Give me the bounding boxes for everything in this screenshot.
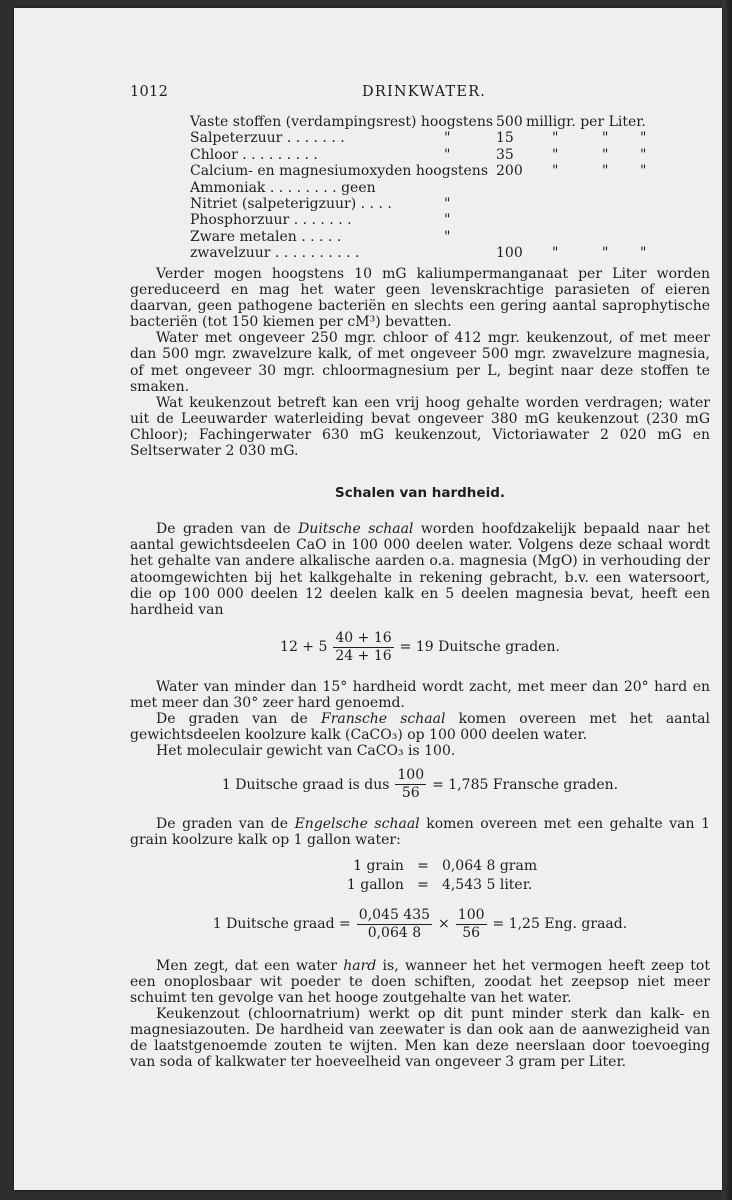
spec-row <box>190 212 680 228</box>
fraction <box>395 767 426 802</box>
spec-value: 100 <box>496 245 523 262</box>
paragraph-text: De graden van de <box>156 710 321 727</box>
paragraph: Het moleculair gewicht van CaCO₃ is 100. <box>156 743 456 760</box>
spec-ditto: " <box>444 130 451 147</box>
spec-ditto: " <box>444 212 451 229</box>
spec-row <box>190 180 680 196</box>
fraction <box>357 907 432 942</box>
paragraph-text: Men zegt, dat een water <box>156 957 344 974</box>
conversion-left: 1 grain <box>353 858 404 875</box>
paragraph-text: komen overeen met het aantal gewichtsdeelen koolzure kalk (CaCO₃) op 100 000 deelen water. <box>130 710 710 744</box>
spec-row <box>190 163 680 179</box>
paragraph: Water van minder dan 15° hardheid wordt zacht, met meer dan 20° hard en met meer dan 30° zeer hard genoemd. <box>130 678 710 711</box>
ditto-mark: " <box>552 146 559 163</box>
spec-value: 200 <box>496 163 523 180</box>
paragraph <box>130 958 710 1006</box>
equation-right: = 1,25 Eng. graad. <box>492 916 628 933</box>
spec-ditto: " <box>444 146 451 163</box>
equation-right: = 1,785 Fransche graden. <box>432 776 619 793</box>
paragraph-text: De graden van de <box>156 816 295 833</box>
ditto-mark: " <box>640 245 647 262</box>
emphasis-text: Duitsche schaal <box>298 521 414 538</box>
fraction-denominator: 0,064 8 <box>367 924 422 941</box>
spec-label: Phosphorzuur . . . . . . . <box>190 212 352 229</box>
fraction-denominator: 56 <box>401 785 420 802</box>
fraction-denominator: 24 + 16 <box>335 647 392 664</box>
fraction-numerator: 0,045 435 <box>358 906 431 923</box>
paragraph <box>130 521 710 618</box>
spec-value: 500 <box>496 114 523 130</box>
spec-row <box>190 147 680 163</box>
body-text <box>130 266 710 1070</box>
spec-label: Calcium- en magnesiumoxyden hoogstens <box>190 163 488 180</box>
conversion-equals: = <box>417 858 429 875</box>
paragraph-text: worden hoofdzakelijk bepaald naar het aantal gewichtsdeelen CaO in 100 000 deelen water. Volgens deze schaal wordt het gehalte van andere alkalische aarden o.a. magnesia (MgO) in verhouding der atoomgewichten bij het kalkgehalte in rekening gebracht, b.v. een watersoort, die op 100 000 deelen 12 deelen kalk en 5 deelen magnesia bevat, heeft een hardheid van <box>130 521 710 618</box>
spec-ditto: " <box>444 228 451 245</box>
spec-row <box>190 130 680 146</box>
ditto-mark: " <box>640 163 647 180</box>
water-spec-list <box>190 114 680 262</box>
ditto-mark: " <box>552 130 559 147</box>
spec-label: Zware metalen . . . . . <box>190 228 342 245</box>
paragraph-text: komen overeen met een gehalte van 1 grain koolzure kalk op 1 gallon water: <box>130 816 710 849</box>
fraction-numerator: 100 <box>397 767 425 784</box>
spec-value: 15 <box>496 130 514 147</box>
spec-label: Nitriet (salpeterigzuur) . . . . <box>190 195 392 212</box>
conversion-right: 4,543 5 liter. <box>441 876 533 893</box>
spec-label: Vaste stoffen (verdampingsrest) hoogstens <box>190 114 494 130</box>
paragraph: Water met ongeveer 250 mgr. chloor of 412 mgr. keukenzout, of met meer dan 500 mgr. zwavelzure kalk, of met ongeveer 500 mgr. zwavelzure magnesia, of met ongeveer 30 mgr. chloormagnesium per L, begint naar deze stoffen te smaken. <box>130 330 710 395</box>
spec-ditto: " <box>444 195 451 212</box>
fraction-numerator: 100 <box>457 906 485 923</box>
conversion-equals: = <box>417 876 429 893</box>
spec-row <box>190 196 680 212</box>
spec-label: zwavelzuur . . . . . . . . . . <box>190 245 360 262</box>
ditto-mark: " <box>602 163 609 180</box>
unit-conversions <box>174 858 710 892</box>
equation-right: = 19 Duitsche graden. <box>399 639 560 656</box>
fraction <box>333 630 393 665</box>
emphasis-text: hard <box>343 957 377 974</box>
fraction-denominator: 56 <box>462 924 481 941</box>
equation-left: 1 Duitsche graad = <box>212 916 351 933</box>
spec-unit: milligr. per Liter. <box>526 114 646 130</box>
paragraph: Keukenzout (chloornatrium) werkt op dit punt minder sterk dan kalk- en magnesiazouten. De hardheid van zeewater is dan ook aan de aanwezigheid van de laatstgenoemde zouten te wijten. Men kan deze neerslaan door toevoeging van soda of kalkwater ter hoeveelheid van ongeveer 3 gram per Liter. <box>130 1005 710 1071</box>
emphasis-text: Fransche schaal <box>320 710 446 727</box>
conversion-right: 0,064 8 gram <box>441 858 538 875</box>
equation-left: 1 Duitsche graad is dus <box>221 776 390 793</box>
paragraph: Verder mogen hoogstens 10 mG kaliumpermanganaat per Liter worden gereduceerd en mag het water geen levenskrachtige parasieten of eieren daarvan, geen pathogene bacteriën en slechts een gering aantal saprophytische bacteriën (tot 150 kiemen per cM³) bevatten. <box>130 266 710 331</box>
spec-label: Salpeterzuur . . . . . . . <box>190 130 345 147</box>
paragraph-text: De graden van de <box>156 521 299 538</box>
ditto-mark: " <box>640 146 647 163</box>
spec-row <box>190 114 680 130</box>
ditto-mark: " <box>552 245 559 262</box>
emphasis-text: Engelsche schaal <box>294 816 420 833</box>
times-sign: × <box>438 916 450 933</box>
spec-label: Chloor . . . . . . . . . <box>190 146 318 163</box>
equation <box>130 767 710 802</box>
page-number: 1012 <box>130 84 169 100</box>
fraction <box>456 907 487 942</box>
spec-value: 35 <box>496 146 514 163</box>
equation-left: 12 + 5 <box>280 639 328 656</box>
spec-row <box>190 229 680 245</box>
equation <box>130 907 710 942</box>
ditto-mark: " <box>602 245 609 262</box>
conversion-left: 1 gallon <box>346 876 404 893</box>
ditto-mark: " <box>602 146 609 163</box>
running-title: DRINKWATER. <box>362 84 487 100</box>
section-heading: Schalen van hardheid. <box>335 485 505 502</box>
paragraph-text: is, wanneer het het vermogen heeft zeep tot een onoplosbaar wit poeder te doen schiften, zoodat het zeepsop niet meer schuimt ten gevolge van het hooge zoutgehalte van het water. <box>130 957 710 1006</box>
book-edge <box>722 0 732 1200</box>
book-page <box>14 8 722 1190</box>
paragraph <box>130 816 710 848</box>
ditto-mark: " <box>602 130 609 147</box>
paragraph: Wat keukenzout betreft kan een vrij hoog gehalte worden verdragen; water uit de Leeuwarder waterleiding bevat ongeveer 380 mG keukenzout (230 mG Chloor); Fachingerwater 630 mG keukenzout, Victoriawater 2 020 mG en Seltserwater 2 030 mG. <box>130 394 710 460</box>
ditto-mark: " <box>640 130 647 147</box>
ditto-mark: " <box>552 163 559 180</box>
spec-label: Ammoniak . . . . . . . . geen <box>190 179 376 196</box>
equation <box>130 630 710 665</box>
paragraph <box>130 711 710 743</box>
spec-row <box>190 245 680 261</box>
fraction-numerator: 40 + 16 <box>335 629 392 646</box>
